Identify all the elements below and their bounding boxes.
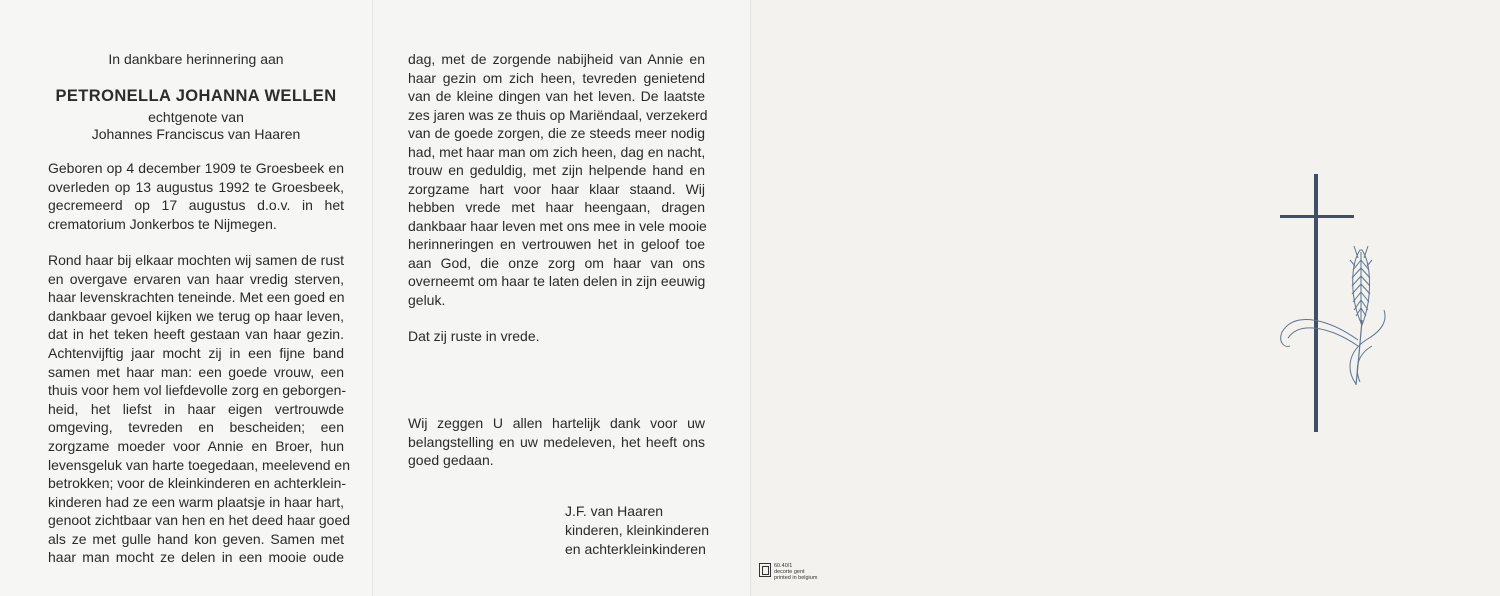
- paragraph-line: had, met haar man om zich heen, dag en nacht,: [408, 144, 706, 160]
- paragraph-line: trouw en geduldig, met zijn helpende hand en: [408, 162, 705, 178]
- cross-with-wheat-icon: [1270, 170, 1390, 440]
- paragraph-line: thuis voor hem vol liefdevolle zorg en geborgen-: [48, 382, 347, 398]
- paragraph-line: genoot zichtbaar van hen en het deed haar goed: [48, 512, 351, 528]
- paragraph-line: samen met haar man: een goede vrouw, een: [48, 364, 344, 380]
- deceased-name: PETRONELLA JOHANNA WELLEN: [55, 87, 337, 105]
- paragraph-line: Wij zeggen U allen hartelijk dank voor uw: [408, 415, 705, 431]
- paragraph-line: van de kleine dingen van het leven. De laatste: [408, 88, 705, 104]
- paragraph-line: herinneringen en vertrouwen het in geloof toe: [408, 236, 705, 252]
- paragraph-line: haar man mocht ze delen in een mooie oude: [48, 549, 344, 565]
- paragraph-line: gecremeerd op 17 augustus d.o.v. in het: [48, 197, 344, 213]
- paragraph-line: van de goede zorgen, die ze steeds meer nodig: [408, 125, 705, 141]
- paragraph-line: aan God, die onze zorg om haar van ons: [408, 255, 705, 271]
- paragraph-line: dat in het teken heeft gestaan van haar gezin.: [48, 326, 344, 342]
- paragraph-line: dag, met de zorgende nabijheid van Annie en: [408, 51, 705, 67]
- paragraph-line: Rond haar bij elkaar mochten wij samen de rust: [48, 252, 344, 268]
- paragraph-line: kinderen had ze een warm plaatsje in haar hart,: [48, 494, 344, 510]
- paragraph-line: zorgzame hart voor haar klaar staand. Wij: [408, 181, 705, 197]
- paragraph-line: overleden op 13 augustus 1992 te Groesbeek,: [48, 179, 344, 195]
- paragraph-line: Achtenvijftig jaar mocht zij in een fijne band: [48, 345, 344, 361]
- paragraph-line: als ze met gulle hand kon geven. Samen met: [48, 531, 344, 547]
- printer-imprint: [759, 563, 849, 583]
- signature-line: J.F. van Haaren: [565, 503, 664, 519]
- spouse-name: Johannes Franciscus van Haaren: [91, 126, 301, 142]
- paragraph-line: zes jaren was ze thuis op Mariëndaal, verzekerd: [408, 107, 708, 123]
- paragraph-line: goed gedaan.: [408, 452, 494, 468]
- paragraph-line: Geboren op 4 december 1909 te Groesbeek en: [48, 160, 344, 176]
- paragraph-line: en overgave ervaren van haar vredig sterven,: [48, 271, 344, 287]
- paragraph-line: belangstelling en uw medeleven, het heeft ons: [408, 434, 705, 450]
- paragraph-line: zorgzame moeder voor Annie en Broer, hun: [48, 438, 344, 454]
- rest-in-peace: Dat zij ruste in vrede.: [408, 328, 540, 344]
- relation-label: echtgenote van: [148, 109, 244, 125]
- paragraph-line: haar levenskrachten teneinde. Met een goed en: [48, 289, 345, 305]
- imprint-line: printed in belgium: [774, 575, 818, 581]
- paragraph-line: haar gezin om zich heen, tevreden genietend: [408, 70, 705, 86]
- signature-line: en achterkleinkinderen: [565, 541, 706, 557]
- paragraph-line: dankbaar haar leven met ons mee in vele mooie: [408, 218, 707, 234]
- paragraph-line: crematorium Jonkerbos te Nijmegen.: [48, 216, 277, 232]
- paragraph-line: dankbaar gevoel kijken we terug op haar leven,: [48, 308, 344, 324]
- paragraph-line: levensgeluk van harte toegedaan, meelevend en: [48, 457, 350, 473]
- imprint-line: 60.40/1: [774, 563, 793, 569]
- paragraph-line: overneemt om haar te laten delen in zijn eeuwig: [408, 273, 706, 289]
- paragraph-line: heid, het liefst in haar eigen vertrouwde: [48, 401, 344, 417]
- paragraph-line: omgeving, tevreden en bescheiden; een: [48, 419, 344, 435]
- paragraph-line: geluk.: [408, 292, 446, 308]
- paragraph-line: hebben vrede met haar heengaan, dragen: [408, 199, 705, 215]
- memorial-heading: In dankbare herinnering aan: [108, 51, 284, 67]
- imprint-line: decorte gent: [774, 569, 805, 575]
- signature-line: kinderen, kleinkinderen: [565, 522, 709, 538]
- printer-logo-icon: [759, 563, 771, 577]
- paragraph-line: betrokken; voor de kleinkinderen en achterklein-: [48, 475, 347, 491]
